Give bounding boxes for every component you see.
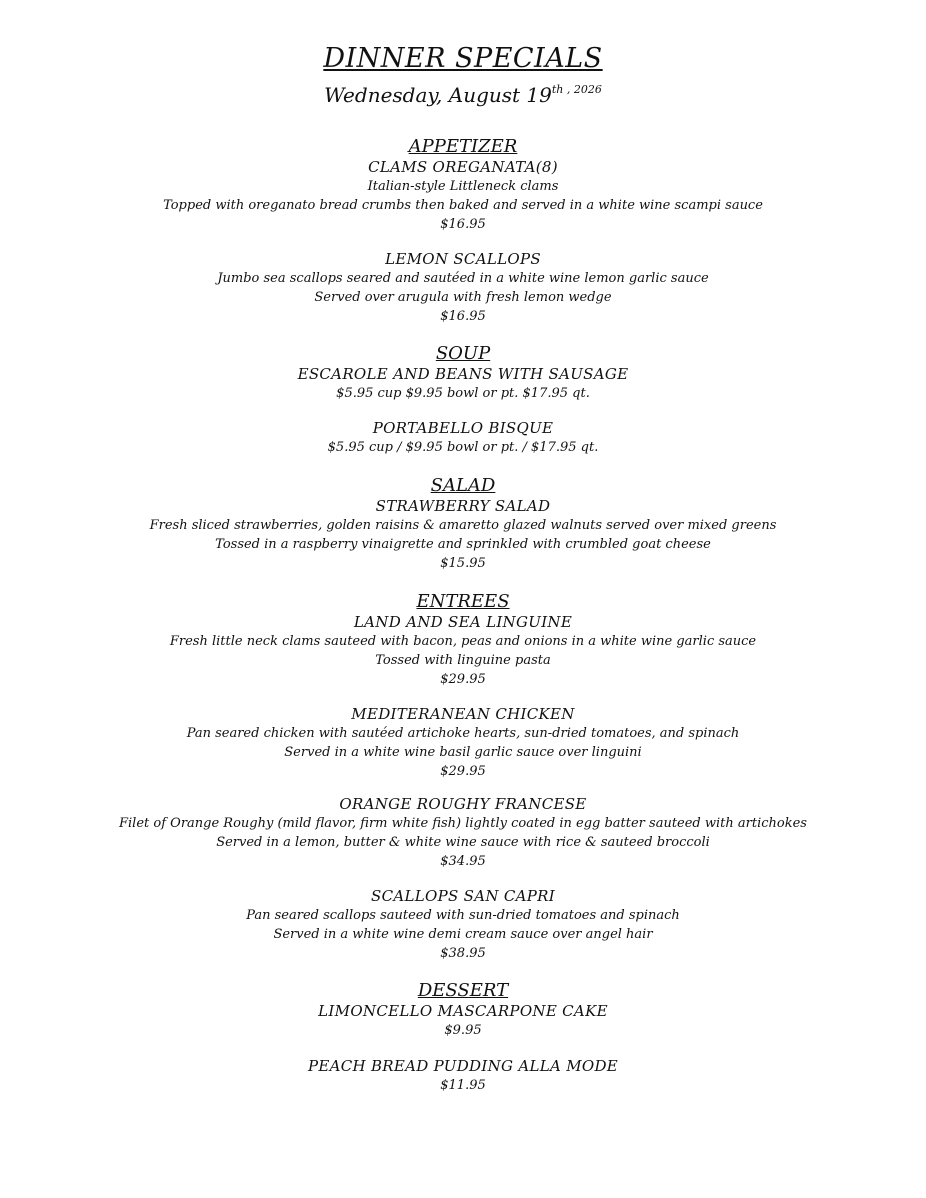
entrees-section [0,591,926,689]
item-price: $29.95 [440,764,486,779]
item-price: $34.95 [440,854,486,869]
menu-item [0,705,926,781]
item-name: CLAMS OREGANATA(8) [368,158,558,176]
item-description: Served in a white wine demi cream sauce over angel hair [273,927,653,942]
item-description: Filet of Orange Roughy (mild flavor, firm white fish) lightly coated in egg batter sauteed with artichokes [119,816,807,831]
item-name: LAND AND SEA LINGUINE [353,613,573,631]
item-description: Fresh little neck clams sauteed with bacon, peas and onions in a white wine garlic sauce [169,634,757,649]
menu-item [0,419,926,457]
appetizer-section [0,136,926,234]
section-heading-appetizer: APPETIZER [408,136,518,157]
item-name: PORTABELLO BISQUE [372,419,554,437]
section-heading-entrees: ENTREES [416,591,510,612]
item-description: Italian-style Littleneck clams [367,179,559,194]
date-suffix: th , 2026 [551,83,602,96]
item-price: $5.95 cup / $9.95 bowl or pt. / $17.95 qt. [327,440,599,455]
item-description: Served in a white wine basil garlic sauce over linguini [284,745,642,760]
menu-item [0,250,926,326]
item-description: Topped with oreganato bread crumbs then baked and served in a white wine scampi sauce [163,198,763,213]
item-price: $16.95 [440,309,486,324]
date-text: Wednesday, August 19 [324,83,552,107]
section-heading-dessert: DESSERT [417,980,509,1001]
soup-section [0,343,926,403]
item-name: LIMONCELLO MASCARPONE CAKE [318,1002,608,1020]
item-description: Tossed in a raspberry vinaigrette and sprinkled with crumbled goat cheese [215,537,711,552]
item-description: Pan seared chicken with sautéed artichoke hearts, sun-dried tomatoes, and spinach [186,726,740,741]
item-name: MEDITERANEAN CHICKEN [351,705,575,723]
menu-item [0,795,926,871]
item-name: ORANGE ROUGHY FRANCESE [339,795,587,813]
item-name: STRAWBERRY SALAD [375,497,551,515]
item-name: SCALLOPS SAN CAPRI [371,887,555,905]
item-price: $29.95 [440,672,486,687]
item-description: Tossed with linguine pasta [375,653,551,668]
section-heading-salad: SALAD [430,475,496,496]
item-description: Served in a lemon, butter & white wine sauce with rice & sauteed broccoli [216,835,710,850]
item-name: ESCAROLE AND BEANS WITH SAUSAGE [297,365,629,383]
section-heading-soup: SOUP [435,343,491,364]
item-price: $38.95 [440,946,486,961]
item-price: $11.95 [440,1078,486,1093]
item-price: $15.95 [440,556,486,571]
menu-date [0,77,926,108]
page-title: DINNER SPECIALS [323,43,603,74]
salad-section [0,475,926,573]
item-price: $16.95 [440,217,486,232]
item-price: $5.95 cup $9.95 bowl or pt. $17.95 qt. [336,386,590,401]
dessert-section [0,980,926,1040]
item-name: PEACH BREAD PUDDING ALLA MODE [307,1057,619,1075]
menu-item [0,887,926,963]
item-description: Served over arugula with fresh lemon wedge [314,290,612,305]
item-price: $9.95 [444,1023,482,1038]
menu-item [0,1057,926,1095]
item-description: Pan seared scallops sauteed with sun-dried tomatoes and spinach [246,908,680,923]
item-name: LEMON SCALLOPS [385,250,541,268]
item-description: Fresh sliced strawberries, golden raisins & amaretto glazed walnuts served over mixed greens [149,518,777,533]
item-description: Jumbo sea scallops seared and sautéed in a white wine lemon garlic sauce [217,271,709,286]
